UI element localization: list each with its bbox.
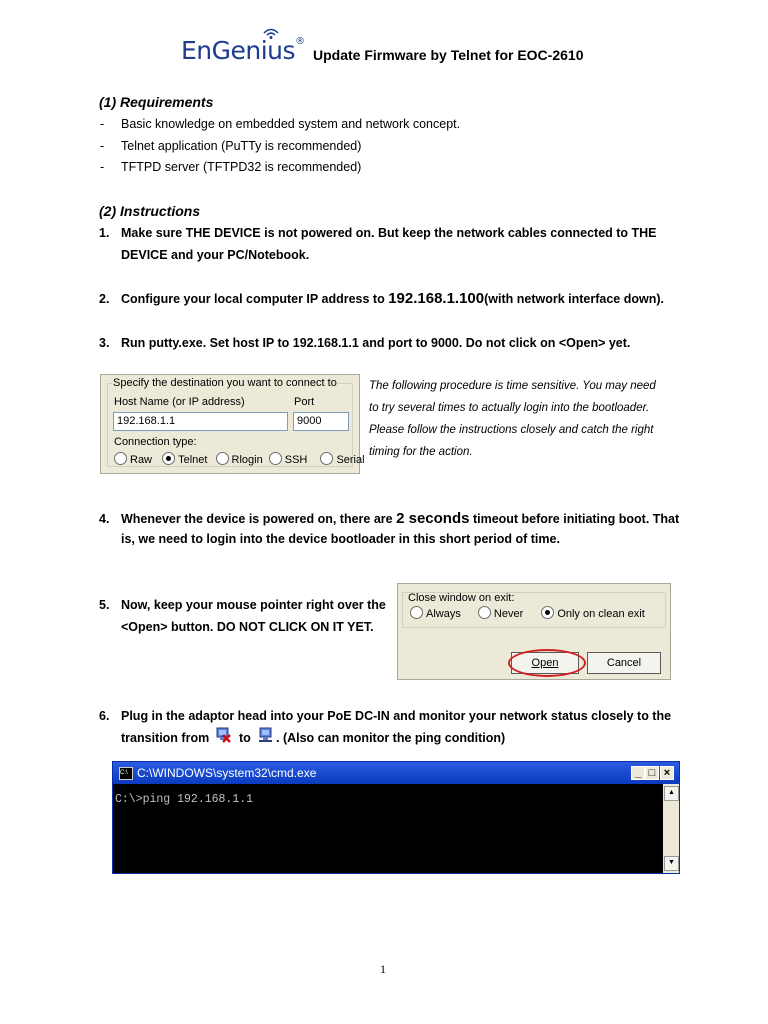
step-number: 2. xyxy=(99,292,110,306)
list-item: TFTPD server (TFTPD32 is recommended) xyxy=(121,160,362,174)
step6-line1: Plug in the adaptor head into your PoE DC-IN and monitor your network status closely to the xyxy=(121,709,672,723)
step2-post: (with network interface down). xyxy=(484,292,664,306)
connection-type-label: Connection type: xyxy=(114,436,197,448)
radio-ssh[interactable]: SSH xyxy=(269,454,308,466)
step5-line2: <Open> button. DO NOT CLICK ON IT YET. xyxy=(121,620,374,634)
step-number: 6. xyxy=(99,709,110,723)
scroll-up-arrow-icon[interactable]: ▲ xyxy=(664,786,679,801)
close-options xyxy=(410,606,645,620)
scroll-down-arrow-icon[interactable]: ▼ xyxy=(664,856,679,871)
step4-line1: Whenever the device is powered on, there are 2 seconds timeout before initiating boot. That xyxy=(121,510,680,527)
radio-telnet[interactable]: Telnet xyxy=(162,454,207,466)
step4-line2: is, we need to login into the device bootloader in this short period of time. xyxy=(121,532,560,546)
close-label: Close window on exit: xyxy=(408,592,515,604)
list-item: Telnet application (PuTTy is recommended) xyxy=(121,139,362,153)
requirements-heading: (1) Requirements xyxy=(99,94,214,110)
step1-line2: DEVICE and your PC/Notebook. xyxy=(121,248,310,262)
step2-text xyxy=(121,290,664,307)
step6-l2c: . (Also can monitor the ping condition) xyxy=(276,731,506,745)
step3-text: Run putty.exe. Set host IP to 192.168.1.1 and port to 9000. Do not click on <Open> yet. xyxy=(121,336,631,350)
engenius-logo xyxy=(181,36,305,65)
step-number: 5. xyxy=(99,598,110,612)
cmd-title: C:\WINDOWS\system32\cmd.exe xyxy=(137,766,317,780)
note-line: The following procedure is time sensitive. You may need xyxy=(369,380,656,392)
radio-raw[interactable]: Raw xyxy=(114,454,152,466)
step6-l2b: to xyxy=(239,731,251,745)
note-line: Please follow the instructions closely and catch the right xyxy=(369,424,654,436)
timing-note xyxy=(369,375,669,463)
cmd-console[interactable] xyxy=(113,784,663,873)
close-window-panel xyxy=(397,583,671,680)
note-line: timing for the action. xyxy=(369,446,473,458)
note-line: to try several times to actually login into the bootloader. xyxy=(369,402,650,414)
step6-l2a: transition from xyxy=(121,731,210,745)
cmd-prompt-line: C:\>ping 192.168.1.1 xyxy=(115,793,254,806)
page-title: Update Firmware by Telnet for EOC-2610 xyxy=(313,47,584,63)
step5-line1: Now, keep your mouse pointer right over the xyxy=(121,598,386,612)
logo-text: EnGenius xyxy=(181,36,296,65)
step2-ip: 192.168.1.100 xyxy=(388,290,485,307)
step-number: 1. xyxy=(99,226,110,240)
open-highlight-circle xyxy=(508,649,586,677)
connection-type-options xyxy=(114,452,365,466)
list-bullet: - xyxy=(100,139,105,153)
host-input[interactable]: 192.168.1.1 xyxy=(113,412,288,431)
step2-pre: Configure your local computer IP address to xyxy=(121,292,389,306)
host-label: Host Name (or IP address) xyxy=(114,396,245,408)
radio-only-clean[interactable]: Only on clean exit xyxy=(541,608,644,620)
radio-never[interactable]: Never xyxy=(478,608,523,620)
list-bullet: - xyxy=(100,117,105,131)
logo-mark: ® xyxy=(295,35,305,47)
cmd-window-icon: C:\ xyxy=(119,767,133,780)
radio-serial[interactable]: Serial xyxy=(320,454,364,466)
network-connected-icon xyxy=(257,726,275,744)
group-label: Specify the destination you want to connect to xyxy=(113,377,337,389)
maximize-button[interactable]: □ xyxy=(645,766,659,780)
network-disconnected-icon xyxy=(214,726,232,744)
putty-destination-panel xyxy=(100,374,365,474)
step-number: 3. xyxy=(99,336,110,350)
cancel-button[interactable]: Cancel xyxy=(587,652,661,674)
page-number: 1 xyxy=(380,962,386,976)
port-input[interactable]: 9000 xyxy=(293,412,349,431)
list-item: Basic knowledge on embedded system and network concept. xyxy=(121,117,461,131)
two-seconds: 2 seconds xyxy=(396,510,470,527)
open-button[interactable]: Open xyxy=(511,652,579,674)
instructions-heading: (2) Instructions xyxy=(99,203,201,219)
radio-always[interactable]: Always xyxy=(410,608,461,620)
cmd-window xyxy=(112,761,680,874)
step-number: 4. xyxy=(99,512,110,526)
minimize-button[interactable]: _ xyxy=(631,766,645,780)
port-label: Port xyxy=(294,396,315,408)
close-button[interactable]: × xyxy=(660,766,674,780)
step1-line1: Make sure THE DEVICE is not powered on. But keep the network cables connected to THE xyxy=(121,226,657,240)
list-bullet: - xyxy=(100,160,105,174)
cmd-titlebar xyxy=(113,762,679,784)
cmd-scrollbar[interactable] xyxy=(663,784,679,873)
radio-rlogin[interactable]: Rlogin xyxy=(216,454,263,466)
